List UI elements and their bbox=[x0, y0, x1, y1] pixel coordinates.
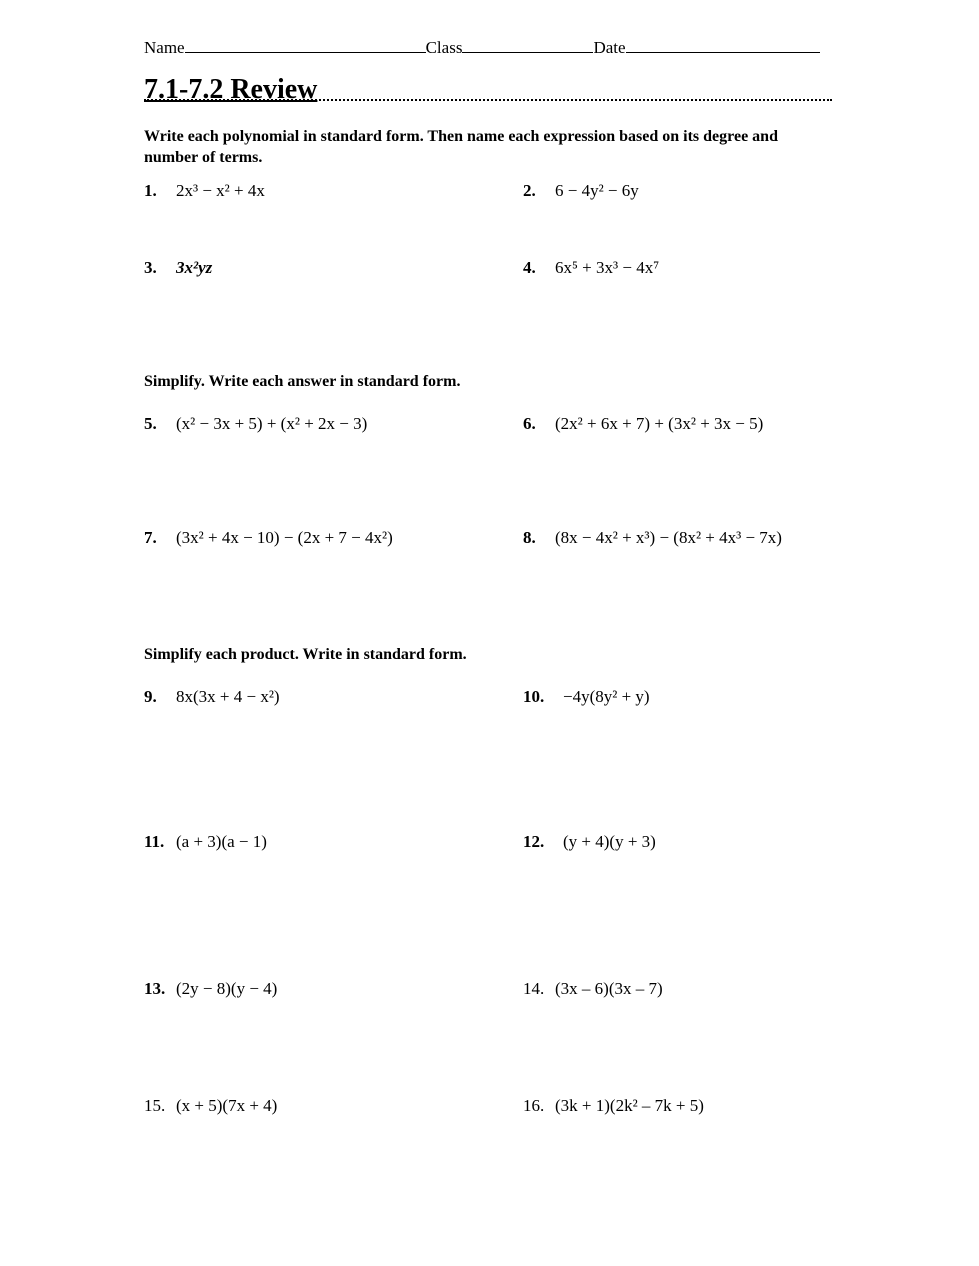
problem-number: 1. bbox=[144, 181, 157, 200]
class-label: Class bbox=[425, 38, 463, 57]
problem-9 bbox=[144, 687, 280, 707]
problem-expression: 6x⁵ + 3x³ − 4x⁷ bbox=[555, 258, 660, 277]
problem-7 bbox=[144, 528, 393, 548]
problem-6 bbox=[523, 414, 763, 434]
problem-expression: (2y − 8)(y − 4) bbox=[176, 979, 278, 998]
problem-number: 6. bbox=[523, 414, 536, 433]
header-fields bbox=[144, 38, 820, 58]
problem-11 bbox=[144, 832, 267, 852]
problem-expression: (a + 3)(a − 1) bbox=[176, 832, 267, 851]
problem-expression: (y + 4)(y + 3) bbox=[563, 832, 656, 851]
problem-expression: 2x³ − x² + 4x bbox=[176, 181, 265, 200]
problem-10 bbox=[523, 687, 650, 707]
problem-number: 11. bbox=[144, 832, 165, 851]
problem-expression: 6 − 4y² − 6y bbox=[555, 181, 639, 200]
problem-expression: (3x – 6)(3x – 7) bbox=[555, 979, 663, 998]
problem-number: 13. bbox=[144, 979, 166, 998]
problem-14 bbox=[523, 979, 663, 999]
problem-1 bbox=[144, 181, 265, 201]
problem-number: 10. bbox=[523, 687, 545, 706]
problem-number: 5. bbox=[144, 414, 157, 433]
date-label: Date bbox=[593, 38, 626, 57]
section-instruction-1: Write each polynomial in standard form. Then name each expression based on its degree and number of terms. bbox=[144, 128, 778, 166]
problem-number: 16. bbox=[523, 1096, 545, 1115]
problem-number: 4. bbox=[523, 258, 536, 277]
problem-13 bbox=[144, 979, 277, 999]
problem-expression: (8x − 4x² + x³) − (8x² + 4x³ − 7x) bbox=[555, 528, 782, 547]
problem-number: 3. bbox=[144, 258, 157, 277]
problem-expression: −4y(8y² + y) bbox=[563, 687, 650, 706]
problem-12 bbox=[523, 832, 656, 852]
section-instruction-2: Simplify. Write each answer in standard form. bbox=[144, 373, 461, 390]
problem-4 bbox=[523, 258, 659, 278]
problem-expression: (3x² + 4x − 10) − (2x + 7 − 4x²) bbox=[176, 528, 393, 547]
problem-expression: (2x² + 6x + 7) + (3x² + 3x − 5) bbox=[555, 414, 764, 433]
problem-number: 2. bbox=[523, 181, 536, 200]
problem-2 bbox=[523, 181, 639, 201]
problem-number: 7. bbox=[144, 528, 157, 547]
problem-expression: 3x²yz bbox=[176, 258, 213, 277]
class-blank[interactable] bbox=[462, 38, 593, 53]
date-blank[interactable] bbox=[626, 38, 820, 53]
page-title: 7.1-7.2 Review bbox=[144, 74, 318, 105]
problem-number: 8. bbox=[523, 528, 536, 547]
problem-5 bbox=[144, 414, 367, 434]
problem-8 bbox=[523, 528, 782, 548]
problem-number: 15. bbox=[144, 1096, 166, 1115]
problem-number: 14. bbox=[523, 979, 545, 998]
section-instruction-3: Simplify each product. Write in standard form. bbox=[144, 646, 467, 663]
problem-16 bbox=[523, 1096, 704, 1116]
problem-number: 12. bbox=[523, 832, 545, 851]
problem-15 bbox=[144, 1096, 277, 1116]
problem-expression: (x² − 3x + 5) + (x² + 2x − 3) bbox=[176, 414, 368, 433]
title-divider bbox=[144, 99, 832, 101]
problem-expression: 8x(3x + 4 − x²) bbox=[176, 687, 280, 706]
name-blank[interactable] bbox=[185, 38, 426, 53]
problem-expression: (x + 5)(7x + 4) bbox=[176, 1096, 278, 1115]
name-label: Name bbox=[144, 38, 185, 57]
problem-number: 9. bbox=[144, 687, 157, 706]
problem-3 bbox=[144, 258, 212, 278]
problem-expression: (3k + 1)(2k² – 7k + 5) bbox=[555, 1096, 704, 1115]
